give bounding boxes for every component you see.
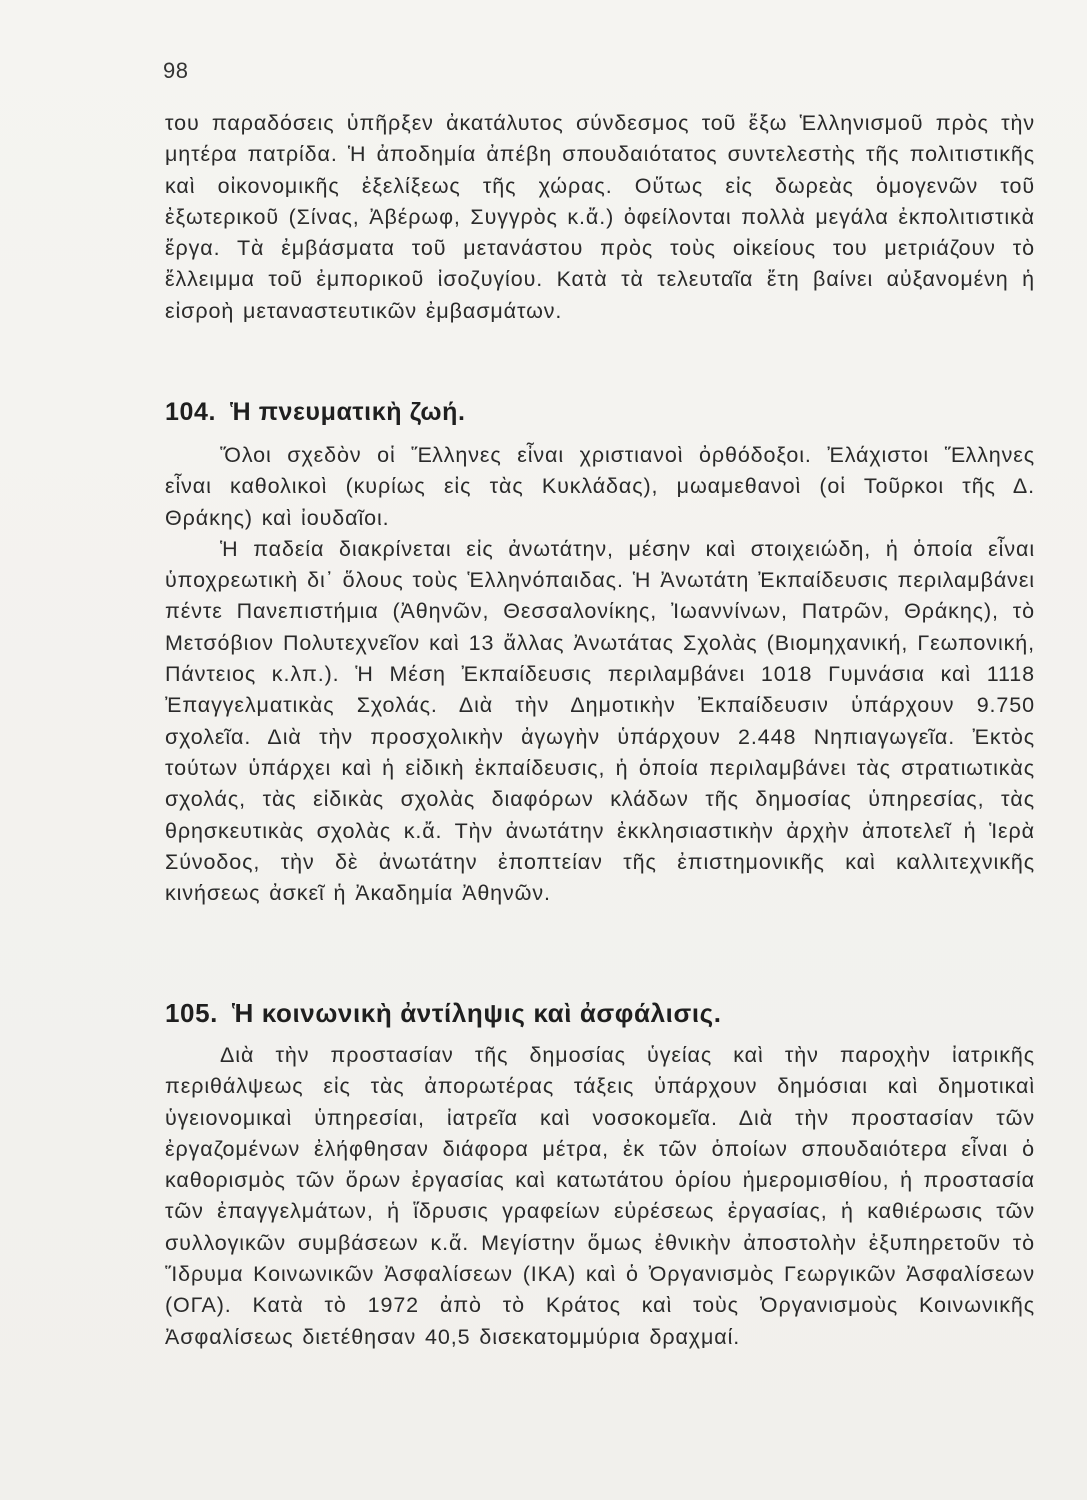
section-104-heading (165, 398, 466, 427)
section-105-heading (165, 998, 722, 1029)
section-104-number: 104. (165, 398, 217, 426)
section-105-paragraph-1: Διὰ τὴν προστασίαν τῆς δημοσίας ὑγείας καὶ τὴν παροχὴν ἰατρικῆς περιθάλψεως εἰς τὰς ἀπορωτέρας τάξεις ὑπάρχουν δημόσιαι καὶ δημοτικαὶ ὑγειονομικαὶ ὑπηρεσίαι, ἰατρεῖα καὶ νοσοκομεῖα. Διὰ τὴν προστασίαν τῶν ἐργαζομένων ἐλήφθησαν διάφορα μέτρα, ἐκ τῶν ὁποίων σπουδαιότερα εἶναι ὁ καθορισμὸς τῶν ὅρων ἐργασίας καὶ κατωτάτου ὁρίου ἡμερομισθίου, ἡ προστασία τῶν ἐπαγγελμάτων, ἡ ἵδρυσις γραφείων εὑρέσεως ἐργασίας, ἡ καθιέρωσις τῶν συλλογικῶν συμβάσεων κ.ἄ. Μεγίστην ὅμως ἐθνικὴν ἀποστολὴν ἐξυπηρετοῦν τὸ Ἵδρυμα Κοινωνικῶν Ἀσφαλίσεων (ΙΚΑ) καὶ ὁ Ὀργανισμὸς Γεωργικῶν Ἀσφαλίσεων (ΟΓΑ). Κατὰ τὸ 1972 ἀπὸ τὸ Κράτος καὶ τοὺς Ὀργανισμοὺς Κοινωνικῆς Ἀσφαλίσεως διετέθησαν 40,5 δισεκατομμύρια δραχμαί. (165, 1043, 1035, 1349)
section-104-paragraph-1: Ὅλοι σχεδὸν οἱ Ἕλληνες εἶναι χριστιανοὶ ὀρθόδοξοι. Ἐλάχιστοι Ἕλληνες εἶναι καθολικοὶ (κυρίως εἰς τὰς Κυκλάδας), μωαμεθανοὶ (οἱ Τοῦρκοι τῆς Δ. Θράκης) καὶ ἰουδαῖοι. (165, 443, 1035, 530)
section-104-title: Ἡ πνευματικὴ ζωή. (230, 398, 466, 426)
section-105-body (165, 1040, 1035, 1353)
intro-paragraph: του παραδόσεις ὑπῆρξεν ἀκατάλυτος σύνδεσμος τοῦ ἔξω Ἑλληνισμοῦ πρὸς τὴν μητέρα πατρίδα. Ἡ ἀποδημία ἀπέβη σπουδαιότατος συντελεστὴς τῆς πολιτιστικῆς καὶ οἰκονομικῆς ἐξελίξεως τῆς χώρας. Οὕτως εἰς δωρεὰς ὁμογενῶν τοῦ ἐξωτερικοῦ (Σίνας, Ἀβέρωφ, Συγγρὸς κ.ἄ.) ὀφείλονται πολλὰ μεγάλα ἐκπολιτιστικὰ ἔργα. Τὰ ἐμβάσματα τοῦ μετανάστου πρὸς τοὺς οἰκείους του μετριάζουν τὸ ἔλλειμμα τοῦ ἐμπορικοῦ ἰσοζυγίου. Κατὰ τὰ τελευταῖα ἔτη βαίνει αὐξανομένη ἡ εἰσροὴ μεταναστευτικῶν ἐμβασμάτων. (165, 111, 1035, 323)
section-105-number: 105. (165, 998, 219, 1028)
section-105-title: Ἡ κοινωνικὴ ἀντίληψις καὶ ἀσφάλισις. (232, 998, 722, 1028)
intro-paragraph-block (165, 108, 1035, 327)
page-number: 98 (163, 58, 189, 83)
section-104-paragraph-2: Ἡ παδεία διακρίνεται εἰς ἀνωτάτην, μέσην καὶ στοιχειώδη, ἡ ὁποία εἶναι ὑποχρεωτικὴ δι᾽ ὅλους τοὺς Ἑλληνόπαιδας. Ἡ Ἀνωτάτη Ἐκπαίδευσις περιλαμβάνει πέντε Πανεπιστήμια (Ἀθηνῶν, Θεσσαλονίκης, Ἰωαννίνων, Πατρῶν, Θράκης), τὸ Μετσόβιον Πολυτεχνεῖον καὶ 13 ἄλλας Ἀνωτάτας Σχολὰς (Βιομηχανική, Γεωπονική, Πάντειος κ.λπ.). Ἡ Μέση Ἐκπαίδευσις περιλαμβάνει 1018 Γυμνάσια καὶ 1118 Ἐπαγγελματικὰς Σχολάς. Διὰ τὴν Δημοτικὴν Ἐκπαίδευσιν ὑπάρχουν 9.750 σχολεῖα. Διὰ τὴν προσχολικὴν ἀγωγὴν ὑπάρχουν 2.448 Νηπιαγωγεῖα. Ἐκτὸς τούτων ὑπάρχει καὶ ἡ εἰδικὴ ἐκπαίδευσις, ἡ ὁποία περιλαμβάνει τὰς στρατιωτικὰς σχολάς, τὰς εἰδικὰς σχολὰς διαφόρων κλάδων τῆς δημοσίας ὑπηρεσίας, τὰς θρησκευτικὰς σχολὰς κ.ἄ. Τὴν ἀνωτάτην ἐκκλησιαστικὴν ἀρχὴν ἀποτελεῖ ἡ Ἱερὰ Σύνοδος, τὴν δὲ ἀνωτάτην ἐποπτείαν τῆς ἐπιστημονικῆς καὶ καλλιτεχνικῆς κινήσεως ἀσκεῖ ἡ Ἀκαδημία Ἀθηνῶν. (165, 536, 1035, 906)
section-104-body (165, 440, 1035, 909)
